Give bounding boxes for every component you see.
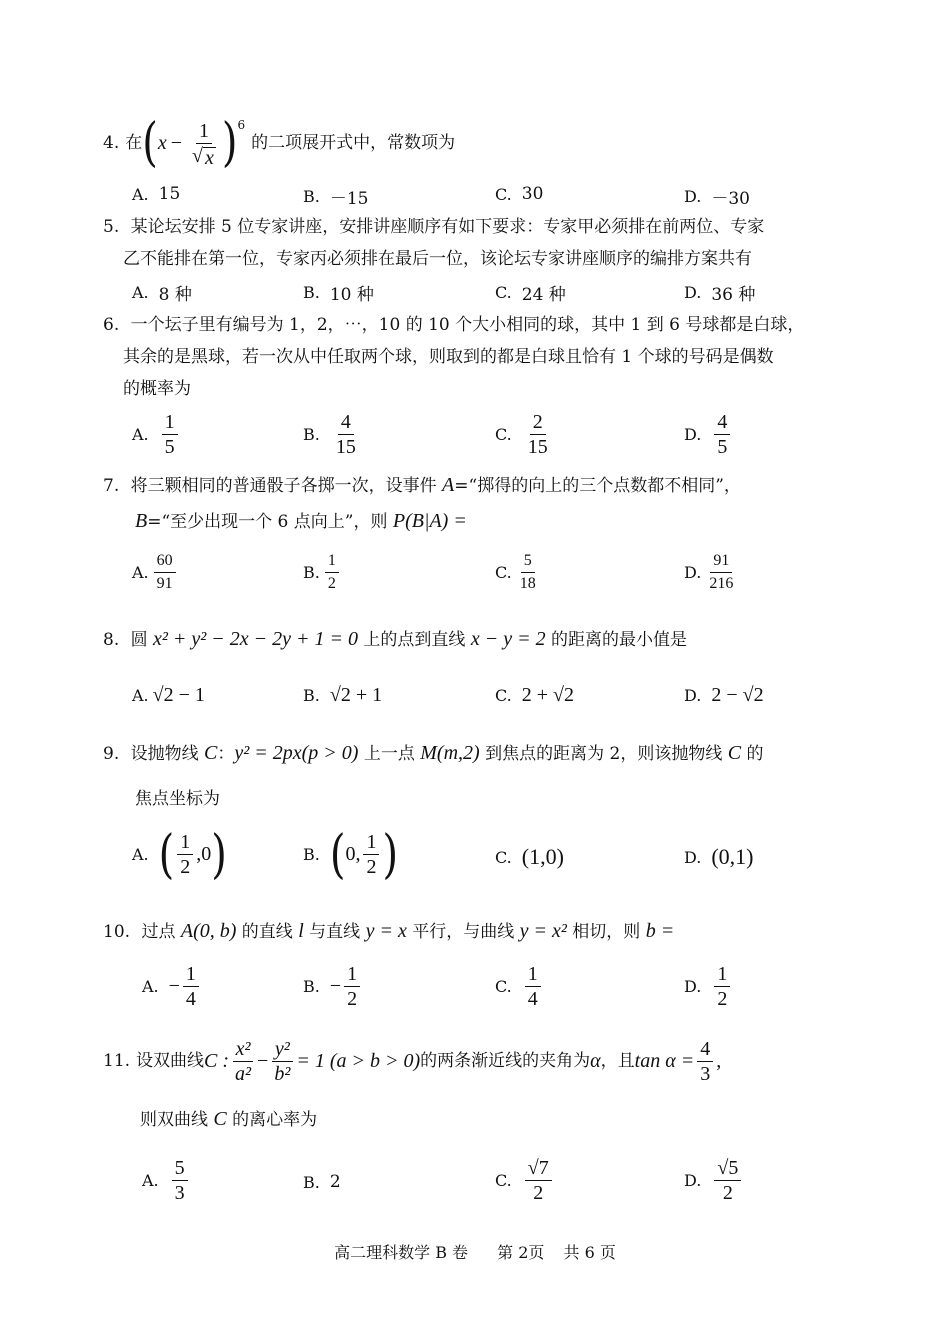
- option-a[interactable]: A. 15: [132, 184, 181, 204]
- option-a[interactable]: A. ( $\frac{1}{2}$ ,0 ): [132, 824, 227, 885]
- option-b[interactable]: B. ( 0, $\frac{1}{2}$ ): [303, 824, 399, 885]
- option-d[interactable]: D. $\frac{4}{5}$: [684, 410, 733, 459]
- option-a[interactable]: A. 8 种: [132, 283, 192, 305]
- option-c[interactable]: C. 30: [495, 184, 544, 204]
- option-b[interactable]: B. 10 种: [303, 283, 374, 305]
- question-10: 10. 过点 A(0, b) 的直线 l 与直线 y = x 平行，与曲线 y = x² 相切，则 b =: [103, 920, 675, 942]
- question-number: 7.: [103, 476, 120, 496]
- option-b[interactable]: B. 2: [303, 1172, 341, 1192]
- option-b[interactable]: B. − $\frac{1}{2}$: [303, 962, 363, 1011]
- question-number: 8.: [103, 630, 120, 650]
- question-number: 9.: [103, 744, 120, 764]
- question-5-line2: 乙不能排在第一位，专家丙必须排在最后一位，该论坛专家讲座顺序的编排方案共有: [123, 249, 752, 269]
- question-number: 5.: [103, 217, 120, 237]
- option-a[interactable]: A. $\frac{5}{3}$: [142, 1156, 191, 1205]
- option-d[interactable]: D. －30: [684, 187, 750, 209]
- footer-page: 第 2页: [497, 1243, 545, 1262]
- option-b[interactable]: B. －15: [303, 187, 369, 209]
- option-c[interactable]: C. $\frac{√7}{2}$: [495, 1156, 555, 1205]
- question-11: 11. 设双曲线 C : $\frac{\text{x²}}{\text{a²}}$ − $\frac{\text{y²}}{\text{b²}}$ = 1 (a > b > 0) 的两条渐近线的夹角为 α ，且 tan α = $\frac{4}{3}$ ,: [103, 1037, 722, 1085]
- question-7: 7. 将三颗相同的普通骰子各掷一次，设事件 A=“掷得的向上的三个点数都不相同”，: [103, 474, 741, 496]
- question-number: 11.: [103, 1051, 131, 1071]
- question-4: 4. 在 ( x − 1 √ x ) $^6$ 的二项展开式中，常数项为: [103, 113, 456, 173]
- option-c[interactable]: C. (1,0): [495, 844, 564, 869]
- option-d[interactable]: D. $\frac{1}{2}$: [684, 962, 733, 1011]
- question-number: 4.: [103, 133, 120, 153]
- question-6-line3: 的概率为: [123, 379, 191, 399]
- footer-total: 共 6 页: [563, 1243, 616, 1262]
- option-c[interactable]: C. $\frac{2}{15}$: [495, 411, 548, 458]
- question-11-line2: 则双曲线 C 的离心率为: [140, 1108, 318, 1130]
- question-9-line2: 焦点坐标为: [135, 789, 220, 809]
- option-a[interactable]: A. − $\frac{1}{4}$: [142, 962, 202, 1011]
- question-6: 6. 一个坛子里有编号为 1，2，⋯，10 的 10 个大小相同的球，其中 1 到 6 号球都是白球，: [103, 315, 805, 335]
- page-footer: [0, 1240, 950, 1263]
- question-number: 10.: [103, 922, 131, 942]
- option-b[interactable]: B. √2 + 1: [303, 684, 383, 706]
- option-c[interactable]: C. 24 种: [495, 283, 566, 305]
- option-a[interactable]: A. √2 − 1: [132, 684, 205, 706]
- option-c[interactable]: C. $\frac{5}{18}$: [495, 552, 536, 592]
- option-d[interactable]: D. $\frac{√5}{2}$: [684, 1156, 744, 1205]
- option-c[interactable]: C. $\frac{1}{4}$: [495, 962, 544, 1011]
- option-d[interactable]: D. 2 − √2: [684, 684, 764, 706]
- option-c[interactable]: C. 2 + √2: [495, 684, 575, 706]
- option-b[interactable]: B. $\frac{4}{15}$: [303, 411, 356, 458]
- question-number: 6.: [103, 315, 120, 335]
- fraction: 1 √ x: [192, 119, 214, 169]
- question-5: 5. 某论坛安排 5 位专家讲座，安排讲座顺序有如下要求：专家甲必须排在前两位、专家: [103, 217, 765, 237]
- footer-subject: 高二理科数学 B 卷: [334, 1243, 469, 1262]
- question-6-line2: 其余的是黑球，若一次从中任取两个球，则取到的都是白球且恰有 1 个球的号码是偶数: [123, 347, 774, 367]
- question-8: 8. 圆 x² + y² − 2x − 2y + 1 = 0 上的点到直线 x − y = 2 的距离的最小值是: [103, 628, 687, 650]
- question-7-line2: B=“至少出现一个 6 点向上”，则 P(B|A) =: [135, 510, 467, 532]
- option-d[interactable]: D. 36 种: [684, 283, 756, 305]
- option-d[interactable]: D. (0,1): [684, 844, 754, 869]
- option-a[interactable]: A. $\frac{60}{91}$: [132, 550, 179, 595]
- option-b[interactable]: B. $\frac{1}{2}$: [303, 550, 342, 595]
- question-9: 9. 设抛物线 C：y² = 2px(p > 0) 上一点 M(m,2) 到焦点的距离为 2，则该抛物线 C 的: [103, 742, 764, 764]
- option-a[interactable]: A. $\frac{1}{5}$: [132, 410, 181, 459]
- option-d[interactable]: D. $\frac{91}{216}$: [684, 552, 734, 592]
